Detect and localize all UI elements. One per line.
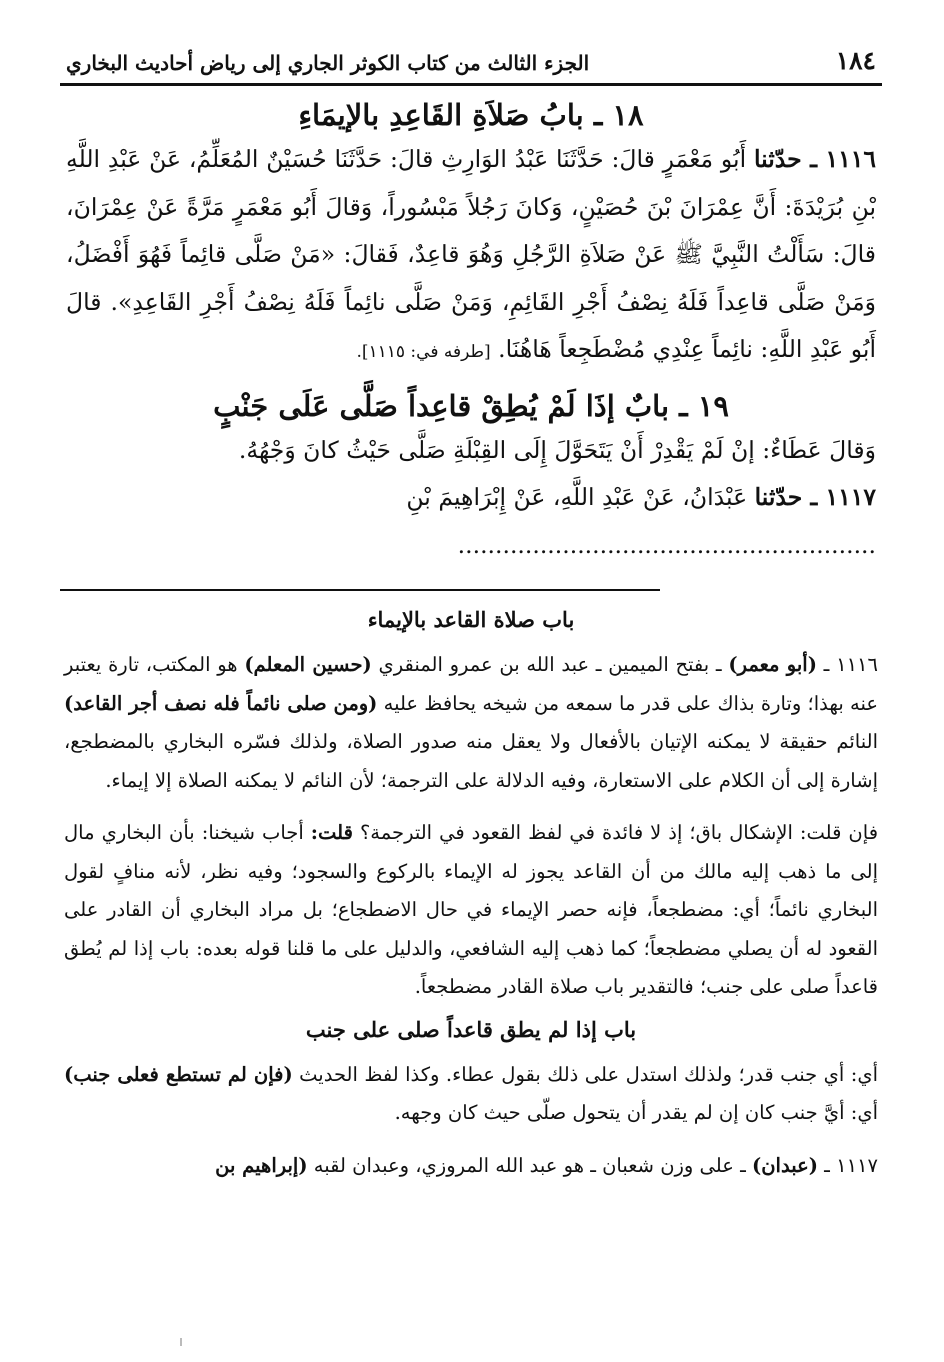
book-page xyxy=(60,40,882,1185)
p1-text-2: هو المكتب، تارة يعتبر عنه بهذا؛ وتارة بذاك على قدر ما سمعه من شيخه يحافظ عليه xyxy=(64,653,878,715)
p3-text-2: أي: أيَّ جنب كان إن لم يقدر أن يتحول صلّى حيث كان وجهه. xyxy=(394,1101,878,1124)
commentary-section-1-title: باب صلاة القاعد بالإيماء xyxy=(367,607,575,632)
p1-number: ١١١٦ ـ xyxy=(823,653,878,676)
p2-text-1: فإن قلت: الإشكال باق؛ إذ لا فائدة في لفظ القعود في الترجمة؟ xyxy=(359,821,879,844)
commentary-paragraph-4 xyxy=(64,1147,878,1186)
hadith-1117-text: عَبْدَانُ، عَنْ عَبْدِ اللَّهِ، عَنْ إِبْرَاهِيمَ بْنِ xyxy=(406,483,748,511)
commentary-paragraph-3 xyxy=(64,1056,878,1133)
commentary-paragraph-1 xyxy=(64,646,878,800)
p3-quote: (فإن لم تستطع فعلى جنب) xyxy=(64,1062,293,1086)
hadith-1116-text: أَبُو مَعْمَرٍ قالَ: حَدَّثَنَا عَبْدُ الوَارِثِ قالَ: حَدَّثَنَا حُسَيْنٌ المُعَلِّمُ، عَنْ عَبْدِ اللَّهِ بْنِ بُرَيْدَةَ: أَنَّ عِمْرَانَ بْنَ حُصَيْنٍ، وَكانَ رَجُلاً مَبْسُوراً، وَقالَ أَبُو مَعْمَرٍ مَرَّةً عَنْ عِمْرَانَ، قالَ: سَأَلْتُ النَّبِيَّ ﷺ عَنْ صَلاَةِ الرَّجُلِ وَهُوَ قاعِدٌ، فَقالَ: «مَنْ صَلَّى قائِماً فَهُوَ أَفْضَلُ، وَمَنْ صَلَّى قاعِداً فَلَهُ نِصْفُ أَجْرِ القَائِمِ، وَمَنْ صَلَّى نائِماً فَلَهُ نِصْفُ أَجْرِ القَاعِدِ». قالَ أَبُو عَبْدِ اللَّهِ: نائِماً عِنْدِي مُضْطَجِعاً هَاهُنَا. xyxy=(66,145,876,363)
p3-text-1: أي: أي جنب قدر؛ ولذلك استدل على ذلك بقول عطاء. وكذا لفظ الحديث xyxy=(299,1062,879,1086)
p4-number: ١١١٧ ـ xyxy=(824,1153,878,1177)
p1-husayn: (حسين المعلم) xyxy=(244,653,372,676)
p1-text-3: النائم حقيقة لا يمكنه الإتيان بالأفعال ولا يعقل منه صدور الصلاة، ولذلك فسّره البخاري بالمضطجع، إشارة إلى أن الكلام على الاستعارة، وفيه الدلالة على الترجمة؛ لأن النائم لا يمكنه الصلاة إلا إيماء. xyxy=(64,730,878,792)
scan-mark xyxy=(180,1338,182,1346)
hadith-1116-label: ١١١٦ ـ حدّثنا xyxy=(753,145,876,173)
chapter-19-title: ١٩ ـ بابٌ إذَا لَمْ يُطِقْ قاعِداً صَلَّى عَلَى جَنْبٍ xyxy=(213,388,729,423)
paragraph-gap xyxy=(60,1133,882,1147)
p1-abu-mamar: (أبو معمر) xyxy=(728,653,817,676)
running-header xyxy=(60,40,882,86)
p2-qultu: قلت: xyxy=(310,821,353,844)
p1-text-1: ـ بفتح الميمين ـ عبد الله بن عمرو المنقري xyxy=(378,653,722,676)
page-number: ١٨٤ xyxy=(835,46,876,75)
hadith-1116-ref: [طرفه في: ١١١٥]. xyxy=(356,342,491,362)
hadith-1117-dots: ........................................................ xyxy=(457,530,876,559)
p1-quote: (ومن صلى نائماً فله نصف أجر القاعد) xyxy=(64,691,378,715)
p2-text-2: أجاب شيخنا: بأن البخاري مال إلى ما ذهب إليه مالك من أن القاعد يجوز له الإيماء بالركوع والسجود؛ وفيه نظر، لأنه منافٍ لقول البخاري نائماً؛ أي: مضطجعاً، فإنه حصر الإيماء في حال الاضطجاع؛ بل مراد البخاري أن القادر على القعود له أن يصلي مضطجعاً؛ كما ذهب إليه الشافعي، والدليل على ما قلنا قوله بعده: باب إذا لم يُطق قاعداً صلى على جنب؛ فالتقدير باب صلاة القادر مضطجعاً. xyxy=(64,821,878,998)
chapter-18-title: ١٨ ـ بابُ صَلاَةِ القَاعِدِ بالإيمَاءِ xyxy=(298,98,644,132)
ata-statement: وَقالَ عَطَاءٌ: إنْ لَمْ يَقْدِرْ أَنْ يَتَحَوَّلَ إِلَى القِبْلَةِ صَلَّى حَيْثُ كانَ وَجْهُهُ. xyxy=(238,435,876,464)
commentary-section-2-title: باب إذا لم يطق قاعداً صلى على جنب xyxy=(305,1016,637,1042)
commentary-paragraph-2 xyxy=(64,814,878,1007)
paragraph-gap xyxy=(60,800,882,814)
book-title: الجزء الثالث من كتاب الكوثر الجاري إلى رياض أحاديث البخاري xyxy=(66,51,590,75)
hadith-1117 xyxy=(66,474,876,569)
p4-abdan: (عبدان) xyxy=(752,1153,818,1177)
hadith-1116 xyxy=(66,136,876,377)
hadith-1117-label: ١١١٧ ـ حدّثنا xyxy=(754,483,876,511)
p4-text-1: ـ على وزن شعبان ـ هو عبد الله المروزي، وعبدان لقبه xyxy=(313,1153,746,1177)
commentary-divider xyxy=(60,589,660,591)
p4-ibrahim: (إبراهيم بن xyxy=(215,1153,308,1177)
